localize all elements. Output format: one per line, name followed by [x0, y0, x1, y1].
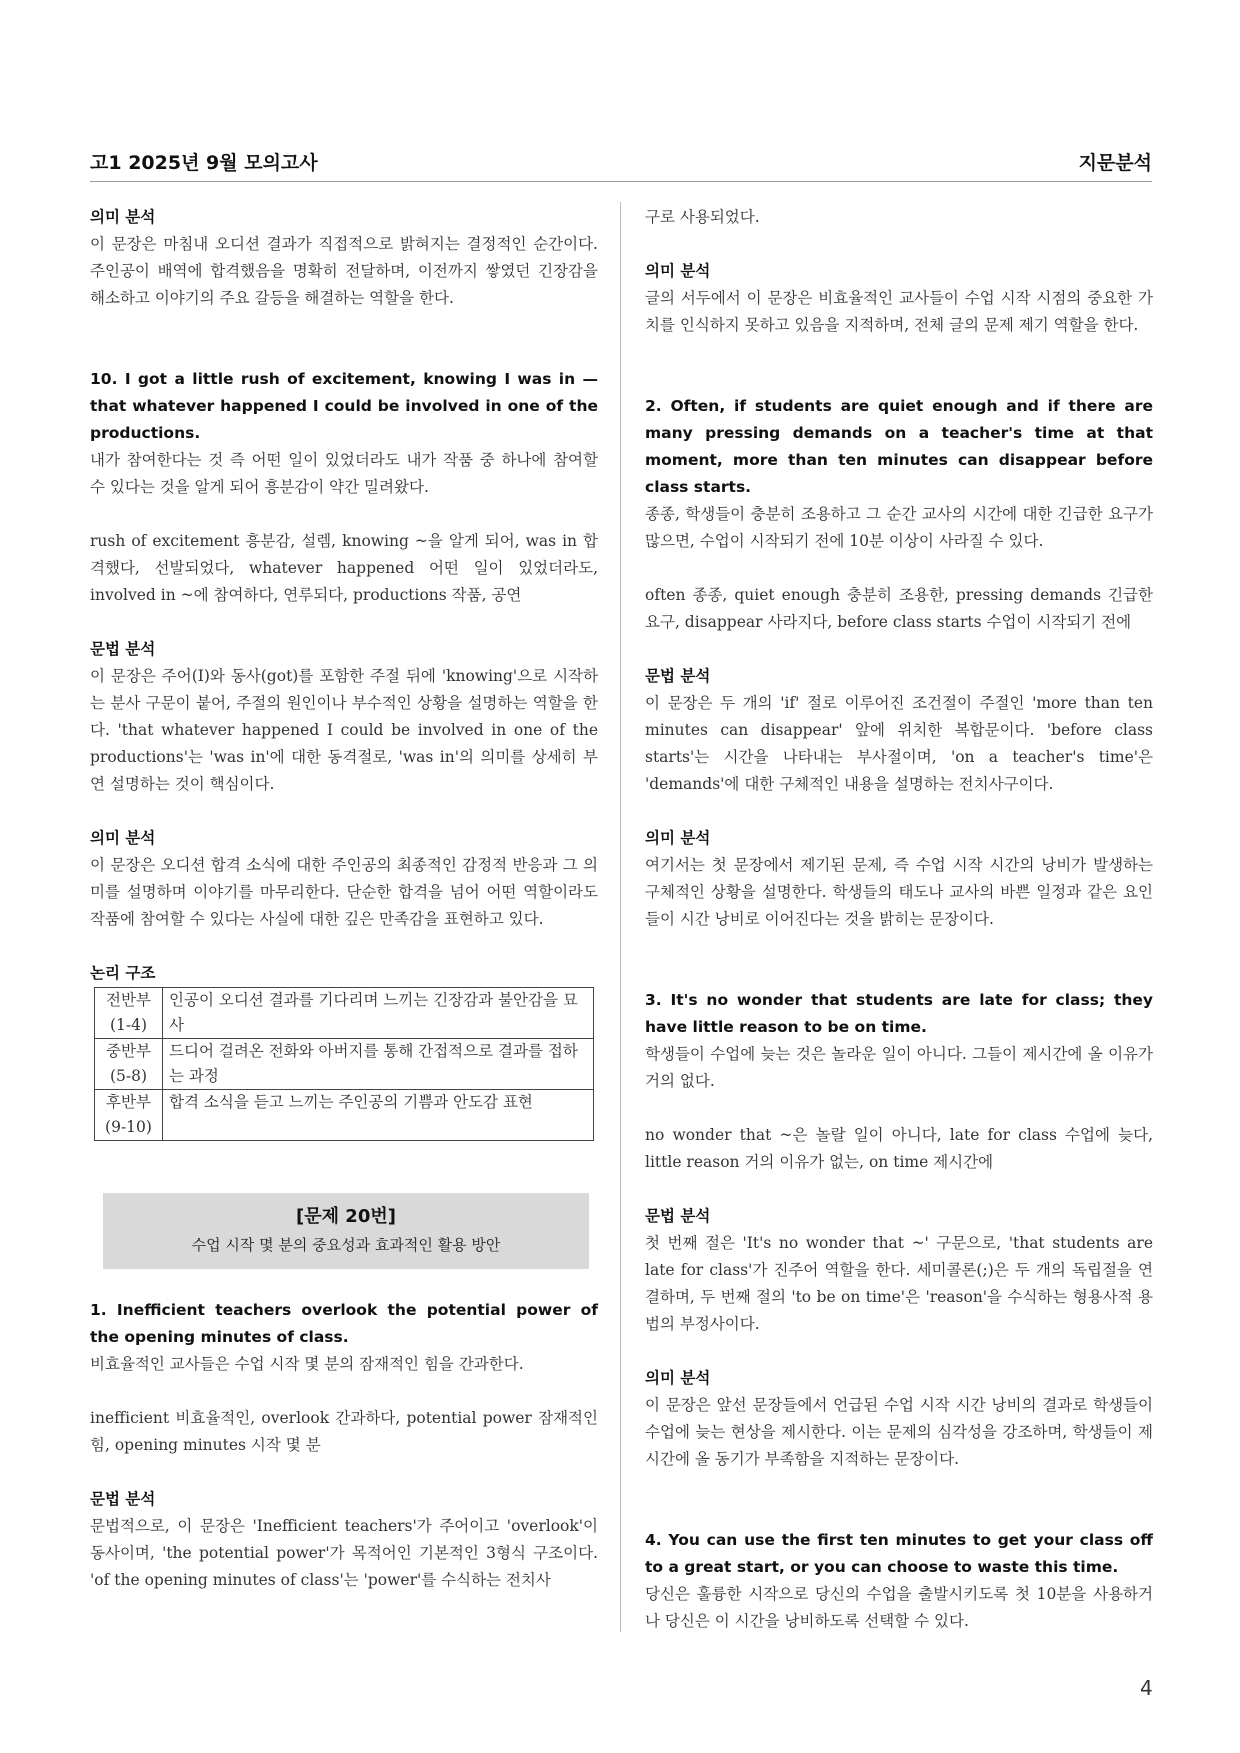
document-title: 고1 2025년 9월 모의고사: [90, 152, 318, 174]
grammar-label: 문법 분석: [645, 667, 711, 685]
problem-subtitle: 수업 시작 몇 분의 중요성과 효과적인 활용 방안: [191, 1236, 501, 1254]
part-range: (1-4): [109, 1016, 148, 1034]
translation-3: 학생들이 수업에 늦는 것은 놀라운 일이 아니다. 그들이 제시간에 올 이유가 거의 없다.: [645, 1045, 1153, 1090]
meaning-label: 의미 분석: [90, 208, 156, 226]
structure-label: 논리 구조: [90, 964, 156, 982]
sentence-3: 3. It's no wonder that students are late for class; they have little reason to be on time.: [645, 991, 1153, 1036]
part-name: 중반부: [106, 1042, 151, 1060]
part-desc: 합격 소식을 듣고 느끼는 주인공의 기쁨과 안도감 표현: [163, 1090, 594, 1141]
meaning-10: 이 문장은 오디션 합격 소식에 대한 주인공의 최종적인 감정적 반응과 그 의미를 설명하며 이야기를 마무리한다. 단순한 합격을 넘어 어떤 역할이라도 작품에 참여할 수 있다는 사실에 대한 깊은 만족감을 표현하고 있다.: [90, 856, 598, 928]
grammar-3: 첫 번째 절은 'It's no wonder that ~' 구문으로, 'that students are late for class'가 진주어 역할을 한다. 세미콜론(;)은 두 개의 독립절을 연결하며, 두 번째 절의 'to be on time'은 'reason'을 수식하는 형용사적 용법의 부정사이다.: [645, 1234, 1153, 1333]
meaning-1: 글의 서두에서 이 문장은 비효율적인 교사들이 수업 시작 시점의 중요한 가치를 인식하지 못하고 있음을 지적하며, 전체 글의 문제 제기 역할을 한다.: [645, 289, 1153, 334]
part-name: 후반부: [106, 1093, 151, 1111]
table-row: [95, 1039, 594, 1090]
page-number: 4: [1140, 1676, 1153, 1700]
problem-title: [문제 20번]: [296, 1206, 396, 1227]
meaning-label: 의미 분석: [645, 829, 711, 847]
meaning-label: 의미 분석: [90, 829, 156, 847]
left-column: [90, 204, 598, 1594]
meaning-2: 여기서는 첫 문장에서 제기된 문제, 즉 수업 시작 시간의 낭비가 발생하는 구체적인 상황을 설명한다. 학생들의 태도나 교사의 바쁜 일정과 같은 요인들이 시간 낭비로 이어진다는 것을 밝히는 문장이다.: [645, 856, 1153, 928]
translation-4: 당신은 훌륭한 시작으로 당신의 수업을 출발시키도록 첫 10분을 사용하거나 당신은 이 시간을 낭비하도록 선택할 수 있다.: [645, 1585, 1153, 1630]
section-title: 지문분석: [1078, 152, 1152, 174]
vocab-1: inefficient 비효율적인, overlook 간과하다, potential power 잠재적인 힘, opening minutes 시작 몇 분: [90, 1409, 598, 1454]
vocab-2: often 종종, quiet enough 충분히 조용한, pressing demands 긴급한 요구, disappear 사라지다, before class starts 수업이 시작되기 전에: [645, 586, 1153, 631]
translation-2: 종종, 학생들이 충분히 조용하고 그 순간 교사의 시간에 대한 긴급한 요구가 많으면, 수업이 시작되기 전에 10분 이상이 사라질 수 있다.: [645, 505, 1153, 550]
table-row: [95, 988, 594, 1039]
translation-1: 비효율적인 교사들은 수업 시작 몇 분의 잠재적인 힘을 간과한다.: [90, 1355, 524, 1373]
part-name: 전반부: [106, 991, 151, 1009]
part-desc: 드디어 걸려온 전화와 아버지를 통해 간접적으로 결과를 접하는 과정: [163, 1039, 594, 1090]
grammar-label: 문법 분석: [645, 1207, 711, 1225]
vocab-10: rush of excitement 흥분감, 설렘, knowing ~을 알게 되어, was in 합격했다, 선발되었다, whatever happened 어떤 일이 있었더라도, involved in ~에 참여하다, 연루되다, productions 작품, 공연: [90, 532, 598, 604]
part-range: (5-8): [109, 1067, 148, 1085]
grammar-label: 문법 분석: [90, 640, 156, 658]
meaning-text: 이 문장은 마침내 오디션 결과가 직접적으로 밝혀지는 결정적인 순간이다. 주인공이 배역에 합격했음을 명확히 전달하며, 이전까지 쌓였던 긴장감을 해소하고 이야기의 주요 갈등을 해결하는 역할을 한다.: [90, 235, 598, 307]
vocab-3: no wonder that ~은 놀랄 일이 아니다, late for class 수업에 늦다, little reason 거의 이유가 없는, on time 제시간에: [645, 1126, 1153, 1171]
grammar-10: 이 문장은 주어(I)와 동사(got)를 포함한 주절 뒤에 'knowing'으로 시작하는 분사 구문이 붙어, 주절의 원인이나 부수적인 상황을 설명하는 역할을 한다. 'that whatever happened I could be involved in one of the productions'는 'was in'에 대한 동격절로, 'was in'의 의미를 상세히 부연 설명하는 것이 핵심이다.: [90, 667, 598, 793]
grammar-1-continued: 구로 사용되었다.: [645, 208, 760, 226]
sentence-2: 2. Often, if students are quiet enough and if there are many pressing demands on a teacher's time at that moment, more than ten minutes can disappear before class starts.: [645, 397, 1153, 496]
grammar-2: 이 문장은 두 개의 'if' 절로 이루어진 조건절이 주절인 'more than ten minutes can disappear' 앞에 위치한 복합문이다. 'before class starts'는 시간을 나타내는 부사절이며, 'on a teacher's time'은 'demands'에 대한 구체적인 내용을 설명하는 전치사구이다.: [645, 694, 1153, 793]
meaning-label: 의미 분석: [645, 1369, 711, 1387]
structure-table: [94, 987, 594, 1141]
sentence-4: 4. You can use the first ten minutes to get your class off to a great start, or you can choose to waste this time.: [645, 1531, 1153, 1576]
grammar-1: 문법적으로, 이 문장은 'Inefficient teachers'가 주어이고 'overlook'이 동사이며, 'the potential power'가 목적어인 기본적인 3형식 구조이다. 'of the opening minutes of class'는 'power'를 수식하는 전치사: [90, 1517, 598, 1589]
sentence-10: 10. I got a little rush of excitement, knowing I was in — that whatever happened I could be involved in one of the productions.: [90, 370, 598, 442]
table-row: [95, 1090, 594, 1141]
right-column: [645, 204, 1153, 1635]
meaning-label: 의미 분석: [645, 262, 711, 280]
page-header: [90, 148, 1152, 182]
part-desc: 인공이 오디션 결과를 기다리며 느끼는 긴장감과 불안감을 묘사: [163, 988, 594, 1039]
part-range: (9-10): [105, 1118, 152, 1136]
problem-box: [103, 1193, 589, 1269]
column-divider: [620, 202, 621, 1632]
grammar-label: 문법 분석: [90, 1490, 156, 1508]
sentence-1: 1. Inefficient teachers overlook the potential power of the opening minutes of class.: [90, 1301, 598, 1346]
translation-10: 내가 참여한다는 것 즉 어떤 일이 있었더라도 내가 작품 중 하나에 참여할 수 있다는 것을 알게 되어 흥분감이 약간 밀려왔다.: [90, 451, 598, 496]
meaning-3: 이 문장은 앞선 문장들에서 언급된 수업 시작 시간 낭비의 결과로 학생들이 수업에 늦는 현상을 제시한다. 이는 문제의 심각성을 강조하며, 학생들이 제시간에 올 동기가 부족함을 지적하는 문장이다.: [645, 1396, 1153, 1468]
